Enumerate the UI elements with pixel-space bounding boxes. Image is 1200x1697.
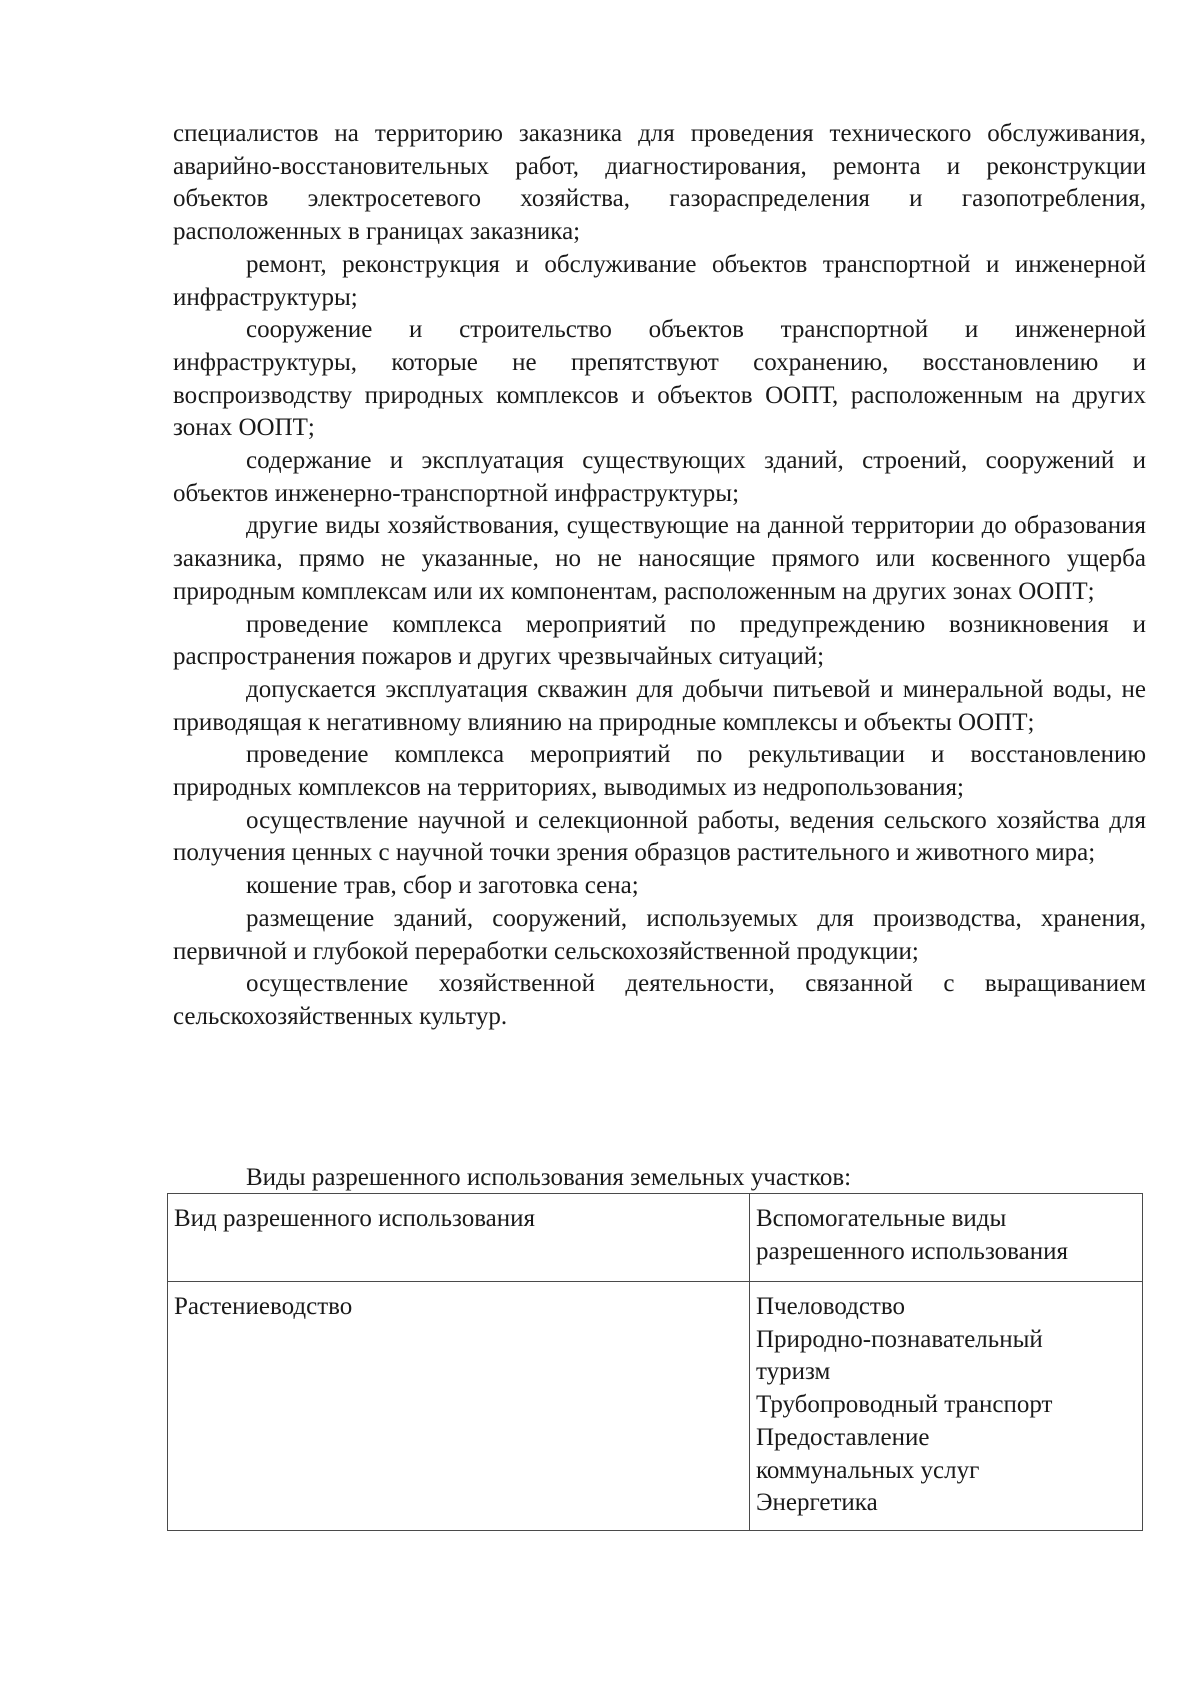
paragraph: содержание и эксплуатация существующих зданий, строений, сооружений и объектов инженерно-транспортной инфраструктуры; [173,447,1146,507]
auxiliary-use-item: коммунальных услуг [756,1456,980,1484]
table-row [168,1282,1143,1531]
header-primary-use: Вид разрешенного использования [174,1205,536,1232]
table-caption: Виды разрешенного использования земельных участков: [246,1164,852,1191]
auxiliary-use-item: Энергетика [756,1489,878,1517]
paragraph: другие виды хозяйствования, существующие на данной территории до образования заказника, прямо не указанные, но не наносящие прямого или косвенного ущерба природным комплексам или их компонентам, расположенным на других зонах ООПТ; [173,512,1146,605]
land-use-table [167,1193,1143,1531]
table-header-cell [750,1194,1143,1282]
document-body [173,118,1146,1034]
auxiliary-use-item: Природно-познавательный [756,1325,1043,1353]
auxiliary-use-item: Трубопроводный транспорт [756,1391,1053,1419]
paragraph: осуществление хозяйственной деятельности, связанной с выращиванием сельскохозяйственных культур. [173,970,1146,1030]
paragraph: ремонт, реконструкция и обслуживание объектов транспортной и инженерной инфраструктуры; [173,250,1146,311]
paragraph: проведение комплекса мероприятий по рекультивации и восстановлению природных комплексов на территориях, выводимых из недропользования; [173,741,1146,802]
paragraph: специалистов на территорию заказника для проведения технического обслуживания, аварийно-восстановительных работ, диагностирования, ремонта и реконструкции объектов электросетевого хозяйства, газораспределения и газопотребления, расположенных в границах заказника; [173,120,1146,246]
paragraph: размещение зданий, сооружений, используемых для производства, хранения, первичной и глубокой переработки сельскохозяйственной продукции; [173,904,1146,965]
paragraph: кошение трав, сбор и заготовка сена; [246,872,639,900]
auxiliary-use-item: Предоставление [756,1423,930,1451]
header-auxiliary-use-line: разрешенного использования [756,1237,1069,1265]
primary-use-value: Растениеводство [174,1293,353,1320]
paragraph: допускается эксплуатация скважин для добычи питьевой и минеральной воды, не приводящая к негативному влиянию на природные комплексы и объекты ООПТ; [173,675,1146,736]
auxiliary-use-item: туризм [756,1358,831,1386]
paragraph: проведение комплекса мероприятий по предупреждению возникновения и распространения пожаров и других чрезвычайных ситуаций; [173,610,1146,671]
header-auxiliary-use-line: Вспомогательные виды [756,1205,1007,1232]
table-cell-auxiliary [750,1282,1143,1531]
table-cell-primary [168,1282,750,1531]
paragraph: осуществление научной и селекционной работы, ведения сельского хозяйства для получения ценных с научной точки зрения образцов растительного и животного мира; [173,806,1146,867]
paragraph: сооружение и строительство объектов транспортной и инженерной инфраструктуры, которые не препятствуют сохранению, восстановлению и воспроизводству природных комплексов и объектов ООПТ, расположенным на других зонах ООПТ; [173,316,1146,442]
table-header-cell [168,1194,750,1282]
auxiliary-use-item: Пчеловодство [756,1293,905,1320]
table-header-row [168,1194,1143,1282]
